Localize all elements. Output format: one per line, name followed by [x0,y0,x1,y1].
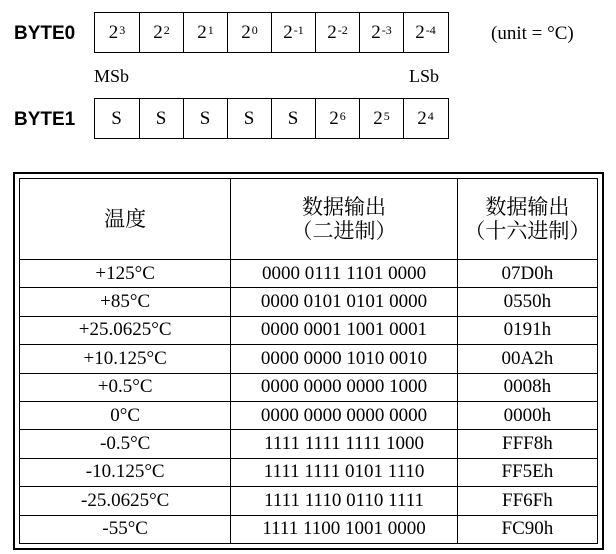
binary-cell: 1111 1111 1111 1000 [231,430,457,458]
temperature-cell: +85°C [20,288,231,316]
binary-cell: 1111 1111 0101 1110 [231,458,457,486]
table-row [20,458,598,486]
temperature-cell: 0°C [20,401,231,429]
hex-cell: 0008h [457,373,597,401]
byte0-label: BYTE0 [14,23,76,44]
byte1-bit-row [94,98,449,139]
byte0-bit-1: 2 $^{-3}$ [359,13,403,52]
byte0-bit-6: 2 $^2$ [139,13,183,52]
byte0-bit-5: 2 $^1$ [183,13,227,52]
table-row [20,430,598,458]
byte0-bit-row [94,12,449,53]
table-row [20,515,598,543]
byte0-bit-7: 2 $^3$ [108,21,126,43]
hex-cell: 0191h [457,316,597,344]
temperature-cell: +125°C [20,260,231,288]
table-row [20,260,598,288]
hex-cell: 00A2h [457,345,597,373]
hex-cell: 0000h [457,401,597,429]
binary-cell: 0000 0000 1010 0010 [231,345,457,373]
hex-cell: FF5Eh [457,458,597,486]
table-row [20,487,598,515]
temperature-table-frame [13,172,604,550]
temperature-cell: +25.0625°C [20,316,231,344]
byte1-bit-10: 2 $^6$ [315,99,359,138]
table-row [20,316,598,344]
binary-cell: 0000 0000 0000 1000 [231,373,457,401]
byte1-bit-15: S [111,107,122,129]
binary-cell: 1111 1100 1001 0000 [231,515,457,543]
temperature-cell: -0.5°C [20,430,231,458]
byte1-bit-9: 2 $^5$ [359,99,403,138]
hex-cell: FF6Fh [457,487,597,515]
temperature-cell: -55°C [20,515,231,543]
msb-label: MSb [94,66,130,86]
binary-cell: 0000 0101 0101 0000 [231,288,457,316]
table-row [20,345,598,373]
temperature-data-table [19,178,598,544]
binary-cell: 1111 1110 0110 1111 [231,487,457,515]
header-binary-output: 数据输出 （二进制） [231,179,457,260]
table-row [20,288,598,316]
temperature-cell: +10.125°C [20,345,231,373]
temperature-cell: -10.125°C [20,458,231,486]
lsb-label: LSb [409,66,440,86]
table-row [20,401,598,429]
unit-note: (unit = °C) [491,23,574,44]
table-header-row [20,179,598,260]
byte1-bit-13: S [183,99,227,138]
byte0-bit-2: 2 $^{-2}$ [315,13,359,52]
hex-cell: 0550h [457,288,597,316]
byte1-bit-14: S [139,99,183,138]
binary-cell: 0000 0000 0000 0000 [231,401,457,429]
hex-cell: FFF8h [457,430,597,458]
byte1-bit-11: S [271,99,315,138]
binary-cell: 0000 0111 1101 0000 [231,260,457,288]
byte1-bit-12: S [227,99,271,138]
byte0-bit-3: 2 $^{-1}$ [271,13,315,52]
byte0-bit-0: 2 $^{-4}$ [403,13,447,52]
byte1-label: BYTE1 [14,109,76,130]
hex-cell: 07D0h [457,260,597,288]
temperature-cell: -25.0625°C [20,487,231,515]
temperature-cell: +0.5°C [20,373,231,401]
table-row [20,373,598,401]
hex-cell: FC90h [457,515,597,543]
header-temperature: 温度 [20,179,231,260]
binary-cell: 0000 0001 1001 0001 [231,316,457,344]
byte0-bit-4: 2 $^0$ [227,13,271,52]
byte1-bit-8: 2 $^4$ [403,99,447,138]
header-hex-output: 数据输出 （十六进制） [457,179,597,260]
